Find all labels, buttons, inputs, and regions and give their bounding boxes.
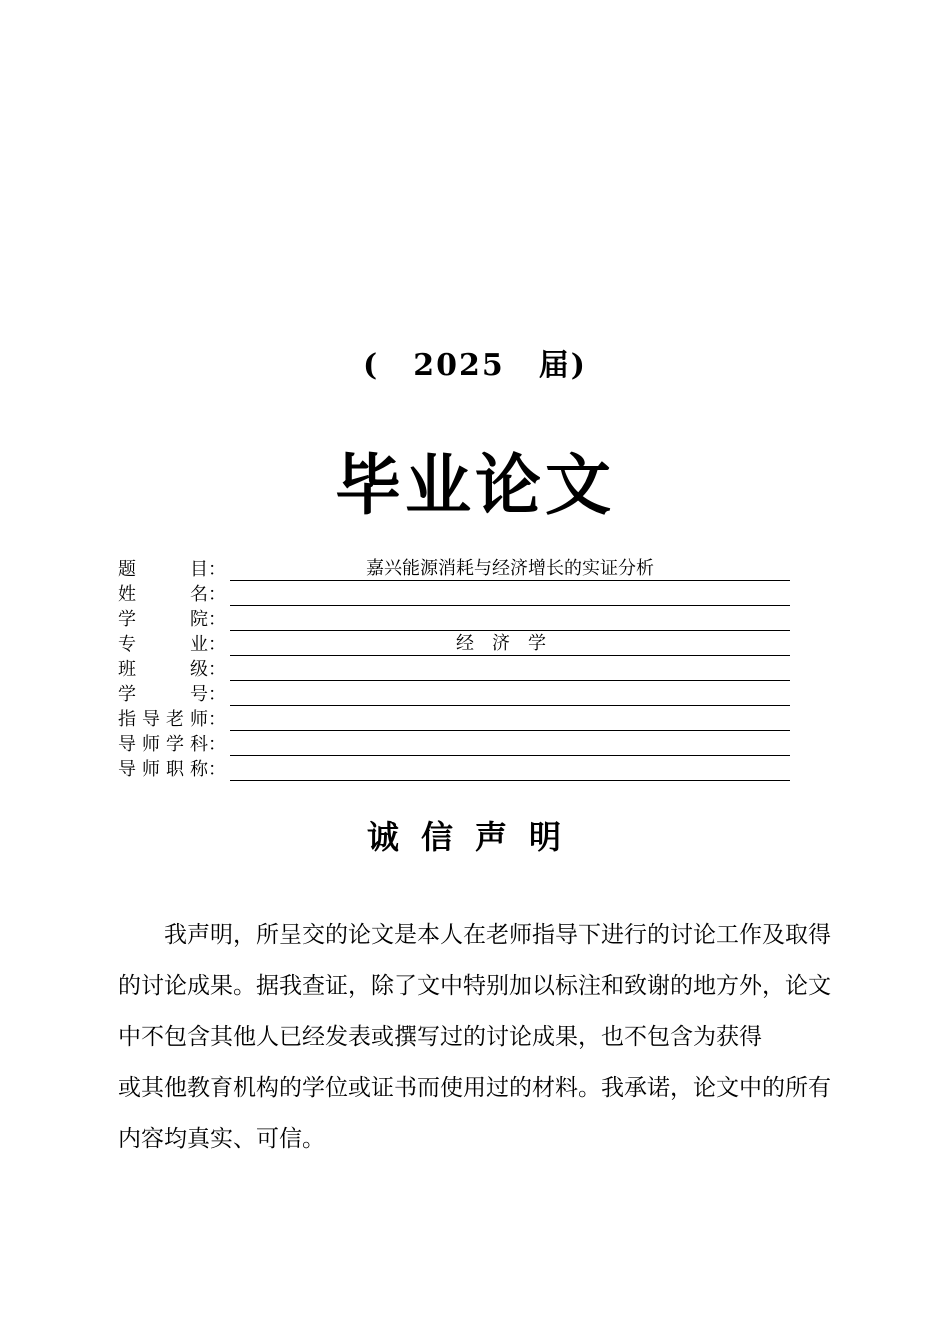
field-value-line[interactable] [230, 658, 790, 681]
field-label-char: 班 [118, 659, 136, 680]
field-label-char: 号 [190, 684, 208, 705]
field-row [118, 556, 790, 581]
field-label-char: 题 [118, 559, 136, 580]
declaration-text: 我声明，所呈交的论文是本人在老师指导下进行的讨论工作及取得的讨论成果。据我查证，除了文中特别加以标注和致谢的地方外，论文中不包含其他人已经发表或撰写过的讨论成果，也不包含为获得 或其他教育机构的学位或证书而使用过的材料。我承诺，论文中的所有内容均真实、可信。 [118, 922, 831, 1152]
field-label [118, 584, 230, 606]
field-label [118, 634, 230, 656]
field-label-char: 导 [142, 709, 160, 730]
field-label-char: 姓 [118, 584, 136, 605]
field-label-char: 导 [118, 759, 136, 780]
field-label-colon: ： [208, 584, 226, 605]
field-label [118, 609, 230, 631]
field-label-char: 指 [118, 709, 136, 730]
field-label [118, 734, 230, 756]
field-value-line[interactable] [230, 708, 790, 731]
field-label-char: 专 [118, 634, 136, 655]
field-row [118, 631, 790, 656]
field-label [118, 759, 230, 781]
field-label-colon: ： [208, 634, 226, 655]
field-value-line[interactable]: 经济学 [230, 633, 790, 656]
field-value-line[interactable] [230, 683, 790, 706]
field-label-char: 称 [190, 759, 208, 780]
field-label-colon: ： [208, 734, 226, 755]
field-row [118, 606, 790, 631]
field-label [118, 659, 230, 681]
field-label-char: 业 [190, 634, 208, 655]
declaration-title: 诚信声明 [366, 818, 583, 856]
field-value-line[interactable] [230, 758, 790, 781]
field-label-char: 师 [142, 734, 160, 755]
field-row [118, 706, 790, 731]
field-value-line[interactable] [230, 583, 790, 606]
document-title: 毕业论文 [335, 446, 615, 524]
field-label-colon: ： [208, 609, 226, 630]
field-label-char: 师 [142, 759, 160, 780]
field-label [118, 684, 230, 706]
graduation-year: 2025 [413, 348, 505, 383]
info-fields [118, 556, 790, 781]
field-label [118, 559, 230, 581]
field-label-char: 导 [118, 734, 136, 755]
field-label-char: 院 [190, 609, 208, 630]
field-value-line[interactable]: 嘉兴能源消耗与经济增长的实证分析 [230, 558, 790, 581]
field-label-char: 学 [118, 609, 136, 630]
field-label-char: 学 [118, 684, 136, 705]
declaration-body [118, 910, 848, 1165]
field-label-colon: ： [208, 659, 226, 680]
field-label-char: 师 [190, 709, 208, 730]
field-label-char: 职 [166, 759, 184, 780]
field-label [118, 709, 230, 731]
field-label-colon: ： [208, 559, 226, 580]
field-label-char: 老 [166, 709, 184, 730]
field-label-char: 名 [190, 584, 208, 605]
field-label-char: 目 [190, 559, 208, 580]
field-label-colon: ： [208, 684, 226, 705]
field-row [118, 756, 790, 781]
field-row [118, 731, 790, 756]
open-paren: ( [363, 348, 380, 383]
field-label-colon: ： [208, 709, 226, 730]
field-row [118, 581, 790, 606]
graduation-year-line [0, 340, 950, 384]
field-row [118, 681, 790, 706]
field-value-line[interactable] [230, 608, 790, 631]
field-row [118, 656, 790, 681]
field-label-char: 学 [166, 734, 184, 755]
year-suffix: 届) [538, 348, 587, 383]
field-label-colon: ： [208, 759, 226, 780]
field-label-char: 级 [190, 659, 208, 680]
field-label-char: 科 [190, 734, 208, 755]
field-value-line[interactable] [230, 733, 790, 756]
